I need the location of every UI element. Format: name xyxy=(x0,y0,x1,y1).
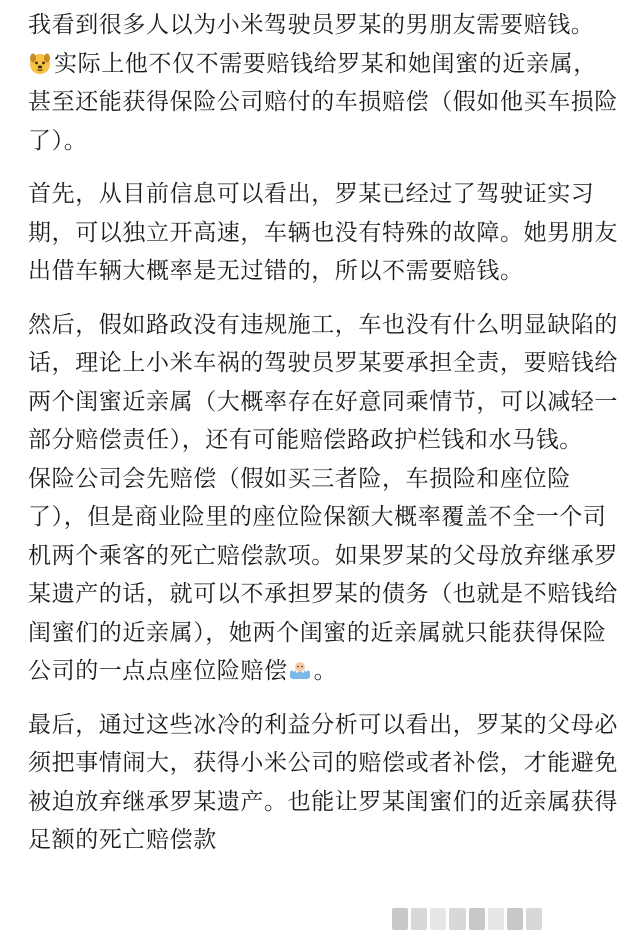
blur-block xyxy=(488,908,504,930)
blur-block xyxy=(507,908,523,930)
paragraph-2-text: 实际上他不仅不需要赔钱给罗某和她闺蜜的近亲属，甚至还能获得保险公司赔付的车损赔偿（假如他买车损险了）。 xyxy=(28,50,618,154)
blur-block xyxy=(526,908,542,930)
paragraph-3-text: 首先，从目前信息可以看出，罗某已经过了驾驶证实习期，可以独立开高速，车辆也没有特殊的故障。她男朋友出借车辆大概率是无过错的，所以不需要赔钱。 xyxy=(28,181,618,284)
bathing-emoji-icon xyxy=(288,658,312,682)
paragraph-gap xyxy=(28,160,620,175)
paragraph-6 xyxy=(28,706,620,860)
article-body xyxy=(28,6,620,860)
paragraph-gap xyxy=(28,691,620,706)
paragraph-4-text: 然后，假如路政没有违规施工，车也没有什么明显缺陷的话，理论上小米车祸的驾驶员罗某要承担全责，要赔钱给两个闺蜜近亲属（大概率存在好意同乘情节，可以减轻一部分赔偿责任），还有可能赔偿路政护栏钱和水马钱。 xyxy=(28,311,618,453)
paragraph-5 xyxy=(28,460,620,691)
paragraph-3 xyxy=(28,175,620,291)
paragraph-2 xyxy=(28,45,620,161)
blur-block xyxy=(469,908,485,930)
blur-block xyxy=(430,908,446,930)
blur-block xyxy=(392,908,408,930)
paragraph-5-end: 。 xyxy=(313,658,338,684)
dog-face-emoji-icon xyxy=(28,51,52,75)
blur-block xyxy=(411,908,427,930)
paragraph-5-text: 保险公司会先赔偿（假如买三者险，车损险和座位险了），但是商业险里的座位险保额大概率覆盖不全一个司机两个乘客的死亡赔偿款项。如果罗某的父母放弃继承罗某遗产的话，就可以不承担罗某的债务（也就是不赔钱给闺蜜们的近亲属），她两个闺蜜的近亲属就只能获得保险公司的一点点座位险赔偿 xyxy=(28,465,618,684)
redacted-text-blur xyxy=(392,908,542,930)
paragraph-4 xyxy=(28,306,620,460)
blur-block xyxy=(449,908,465,930)
paragraph-1 xyxy=(28,6,620,45)
paragraph-6-text: 最后，通过这些冰冷的利益分析可以看出，罗某的父母必须把事情闹大，获得小米公司的赔偿或者补偿，才能避免被迫放弃继承罗某遗产。也能让罗某闺蜜们的近亲属获得足额的死亡赔偿款 xyxy=(28,711,618,853)
paragraph-gap xyxy=(28,291,620,306)
paragraph-1-text: 我看到很多人以为小米驾驶员罗某的男朋友需要赔钱。 xyxy=(28,12,595,38)
